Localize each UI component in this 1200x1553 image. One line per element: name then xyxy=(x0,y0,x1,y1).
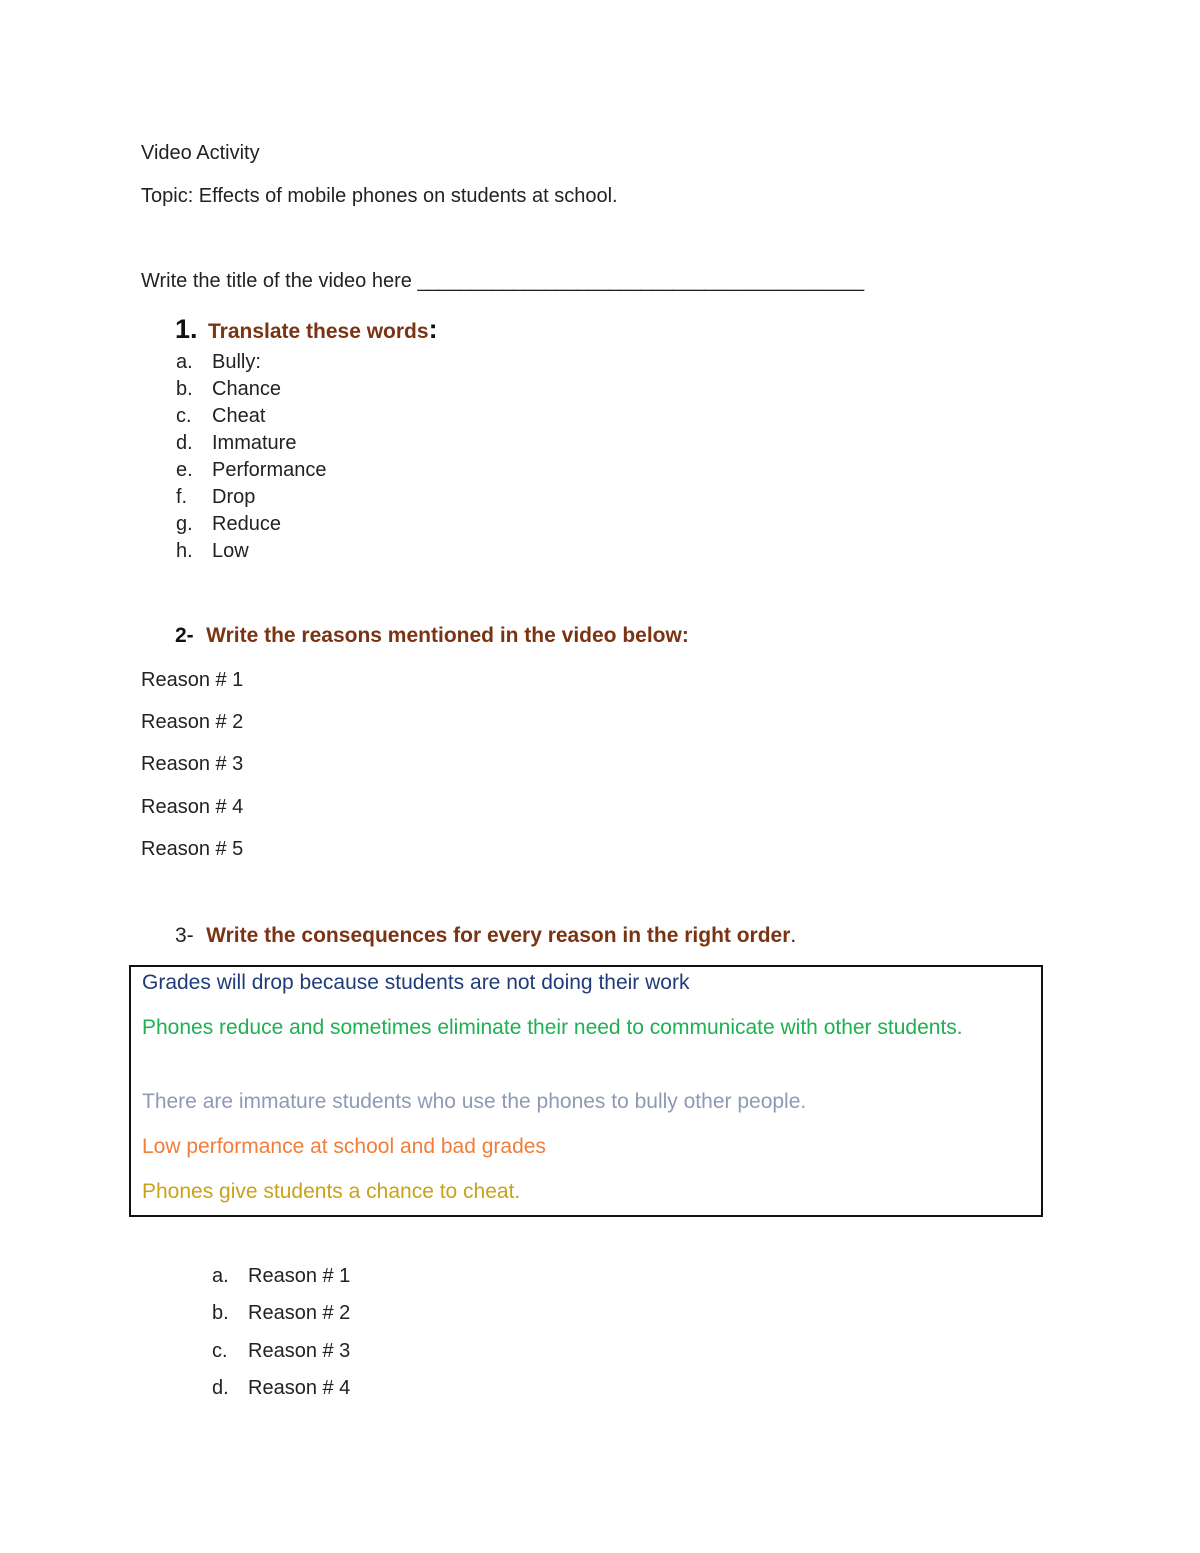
document-title: Video Activity xyxy=(141,142,260,164)
section3-heading: Write the consequences for every reason in the right order xyxy=(206,924,791,947)
section3-period: . xyxy=(790,924,797,947)
consequence-item: Low performance at school and bad grades xyxy=(142,1135,546,1158)
consequence-item: Phones reduce and sometimes eliminate their need to communicate with other students. xyxy=(142,1016,963,1039)
section2-header xyxy=(175,624,689,648)
section3-number: 3- xyxy=(175,924,194,947)
consequence-item: Grades will drop because students are not doing their work xyxy=(142,971,690,994)
section2-heading: Write the reasons mentioned in the video below: xyxy=(206,624,689,647)
reason-line: Reason # 5 xyxy=(141,838,244,860)
section1-heading: Translate these words xyxy=(207,320,429,343)
reason-line: Reason # 4 xyxy=(141,796,244,818)
title-prompt-label: Write the title of the video here xyxy=(141,270,412,292)
consequences-box xyxy=(129,965,1043,1217)
consequence-item: Phones give students a chance to cheat. xyxy=(142,1180,521,1203)
title-prompt xyxy=(141,270,864,293)
reason-line: Reason # 1 xyxy=(141,669,244,691)
consequence-item: There are immature students who use the phones to bully other people. xyxy=(142,1090,807,1113)
section2-number: 2- xyxy=(175,624,194,647)
title-blank: __________________________________________ xyxy=(417,270,864,292)
reason-line: Reason # 2 xyxy=(141,711,244,733)
section3-header xyxy=(175,924,796,948)
section1-colon: : xyxy=(428,314,438,344)
section1-header xyxy=(175,314,438,345)
topic-line: Topic: Effects of mobile phones on students at school. xyxy=(141,185,618,207)
reason-line: Reason # 3 xyxy=(141,753,244,775)
document-page: Video Activity Topic: Effects of mobile phones on students at school. Write the title of the video here __________________________________________ 1. Translate these words: a. Bully: b. Chance c. Cheat d. Immature e. Performance f. Drop g. Reduce h. Low 2- Write the reasons mentioned in the video below: Reason # 1 Reason # 2 Reason # 3 Reason # 4 Reason # 5 3- Write the consequences for every reason in the right order. Grades will drop because students are not doing their work Phones reduce and sometimes eliminate their need to communicate with other students. There are immature students who use the phones to bully other people. Low performance at school and bad grades Phones give students a chance to cheat. a. Reason # 1 b. Reason # 2 c. Reason # 3 d. Reason # 4 xyxy=(0,0,1200,1553)
section1-number: 1. xyxy=(175,314,198,344)
